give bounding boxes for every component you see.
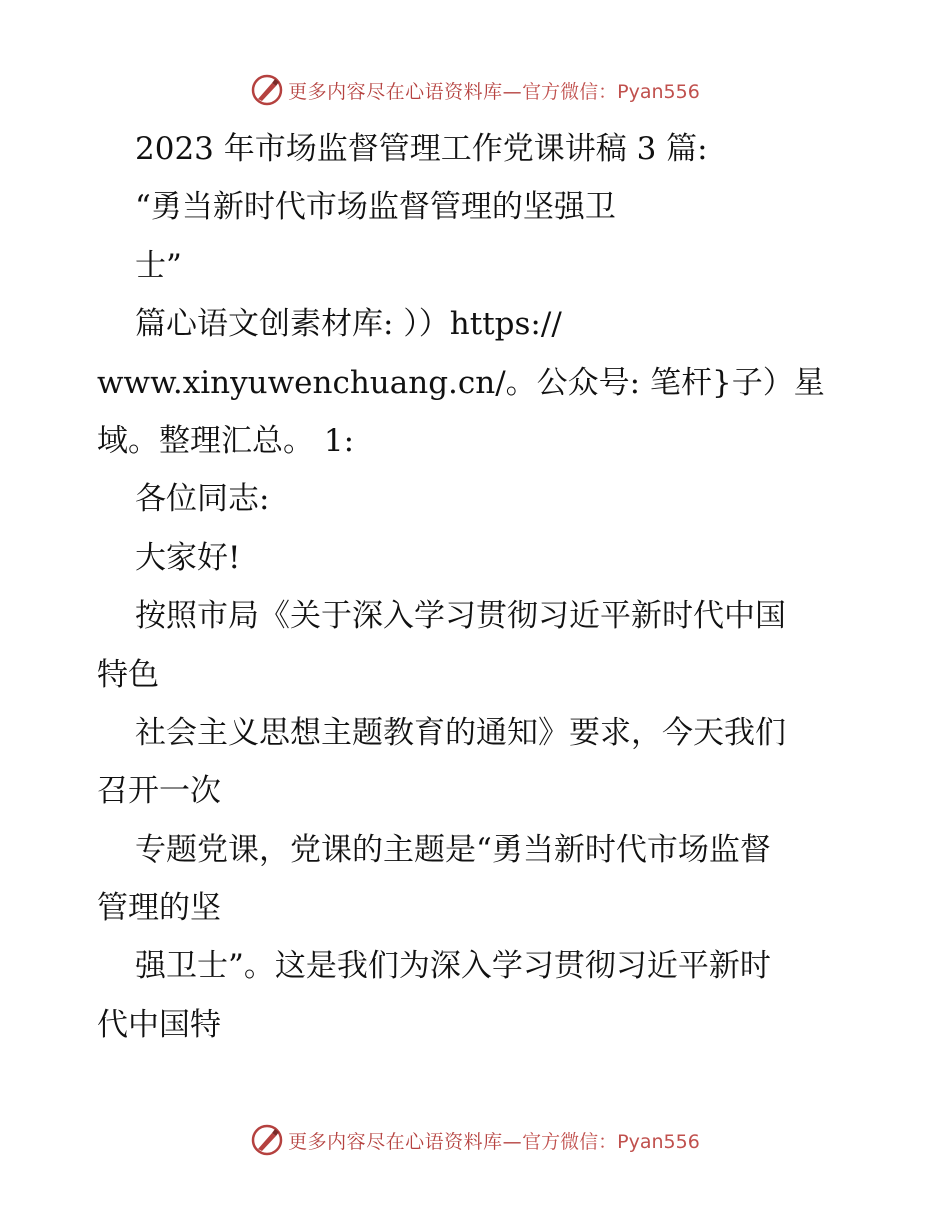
text-line: 管理的坚 (97, 890, 221, 927)
pen-logo-icon (250, 1123, 284, 1157)
text-line: www.xinyuwenchuang.cn/。公众号: 笔杆}子）星 (97, 364, 825, 401)
text-line: 社会主义思想主题教育的通知》要求，今天我们 (135, 714, 786, 751)
document-body (97, 120, 867, 1054)
header-watermark (0, 70, 950, 110)
text-line: 域。整理汇总。 1: (97, 422, 355, 459)
text-line: 篇心语文创素材库: ））https:// (135, 306, 562, 343)
text-line: 强卫士”。这是我们为深入学习贯彻习近平新时 (135, 948, 771, 985)
watermark-text: 更多内容尽在心语资料库— (288, 80, 523, 103)
text-line: 士” (135, 247, 182, 284)
watermark-text: 更多内容尽在心语资料库— (288, 1130, 523, 1153)
text-line: 召开一次 (97, 773, 221, 810)
text-line: 按照市局《关于深入学习贯彻习近平新时代中国 (135, 598, 786, 635)
text-line: 代中国特 (97, 1006, 221, 1043)
text-line: “勇当新时代市场监督管理的坚强卫 (135, 189, 616, 226)
text-line: 大家好! (135, 539, 241, 576)
watermark-wechat: 官方微信：Pyan556 (522, 1130, 700, 1153)
text-line: 特色 (97, 656, 159, 693)
text-line: 专题党课，党课的主题是“勇当新时代市场监督 (135, 831, 771, 868)
text-line: 各位同志: (135, 481, 270, 518)
watermark-wechat: 官方微信：Pyan556 (522, 80, 700, 103)
pen-logo-icon (250, 73, 284, 107)
footer-watermark (0, 1120, 950, 1160)
text-line: 2023 年市场监督管理工作党课讲稿 3 篇: (135, 131, 708, 167)
